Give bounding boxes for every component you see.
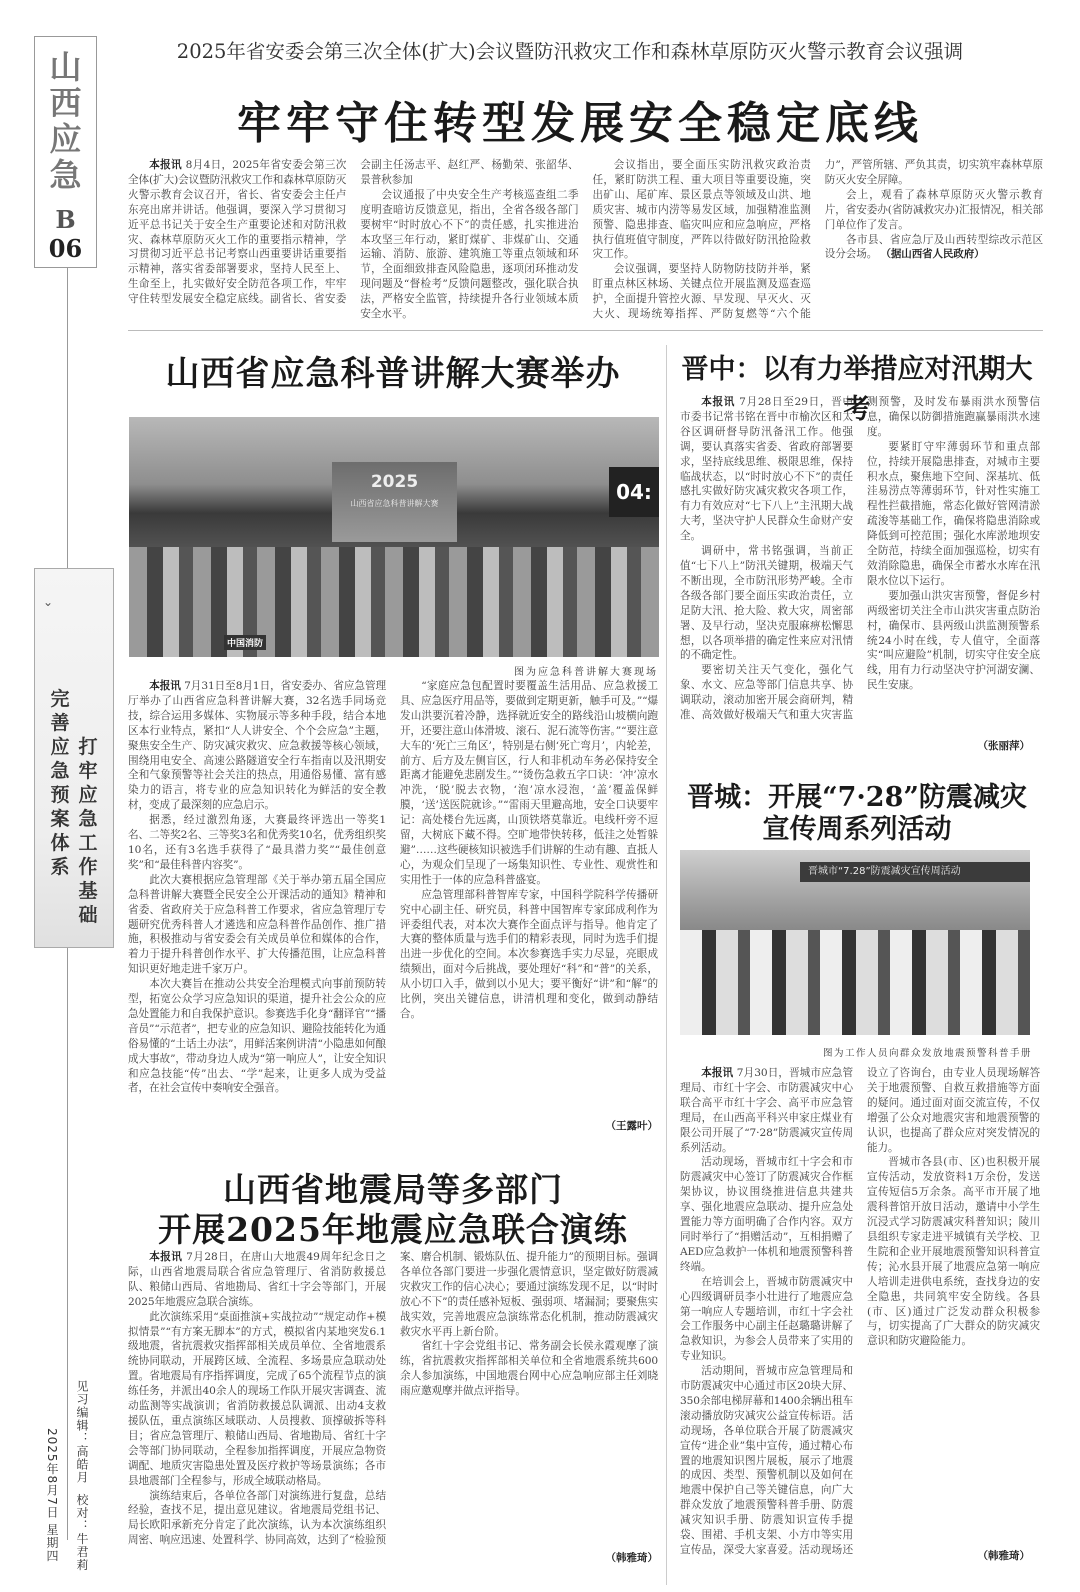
article5-body: 本报讯 7月28日，在唐山大地震49周年纪念日之际，山西省地震局联合省应急管理厅、省消防救援总队、粮储山西局、省地勘局、省红十字会等部门，开展2025年地震应急联合演练。 此次演练采用“桌面推演+实战拉动”“规定动作+模拟情景”“有方案无脚本”的方式，模拟省内某地突发6.1级地震，省抗震救灾指挥部相关成员单位、全省地震系统协同联动，开展跨区域、全流程、多场景应急联动处置。省地震局有序指挥调度，完成了65个流程节点的演练任务，并派出40余人的现场工作队开展灾害调查、流动监测等实战演训；省消防救援总队调派、出动4支救援队伍，重点演练区域联动、人员搜救、顶撑破拆等科目；省应急管理厅、粮储山西局、省地勘局、省红十字会等部门协同联动，全程参加指挥调度，开展应急物资调配、地质灾害隐患处置及医疗救护等场景演练；各市县地震部门全程参与，形成全域联动格局。 演练结束后，各单位各部门对演练进行复盘，总结经验，查找不足，提出意见建议。省地震局党组书记、局长欧阳承新充分肯定了此次演练，认为本次演练组织周密、响应迅速、处置科学、协同高效，达到了“检验预案、磨合机制、锻炼队伍、提升能力”的预期目标。强调各单位各部门要进一步强化震情意识，坚定做好防震减灾救灾工作的信心决心；要通过演练发现不足，以“时时放心不下”的责任感补短板、强弱项、堵漏洞；要聚焦实战实效，完善地震应急演练常态化机制，推动防震减灾救灾水平再上新台阶。 省红十字会党组书记、常务副会长侯永霞观摩了演练，省抗震救灾指挥部相关单位和全省地震系统共600余人参加演练，中国地震台网中心应急响应部主任刘晓雨应邀观摩并做点评指导。 [128, 1251, 658, 1547]
article3-body: 本报讯 7月28日至29日，晋中市委书记常书铭在晋中市榆次区和太谷区调研督导防汛备汛工作。他强调，要认真落实省委、省政府部署要求，坚持底线思维、极限思维，保持临战状态，以“时时放心不下”的责任感扎实做好防灾减灾救灾各项工作，有力有效应对“七下八上”主汛期大战大考，坚决守护人民群众生命财产安全。 调研中，常书铭强调，当前正值“七下八上”防汛关键期，极端天气不断出现，全市防汛形势严峻。全市各级各部门要全面压实政治责任，立足防大汛、抢大险、救大灾，周密部署、及早行动，坚决克服麻痹松懈思想，以各项举措的确定性来应对汛情的不确定性。 要密切关注天气变化，强化气象、水文、应急等部门信息共享、协调联动，滚动加密开展会商研判，精准、高效做好极端天气和重大灾害监测预警，及时发布暴雨洪水预警信息，确保以防御措施跑赢暴雨洪水速度。 要紧盯守牢薄弱环节和重点部位，持续开展隐患排查，对城市主要积水点，聚焦地下空间、深基坑、低洼易涝点等薄弱环节，针对性实施工程性拦截措施，常态化做好管网清淤疏浚等基础工作，确保将隐患消除或降低到可控范围；强化水库淤地坝安全防范，持续全面加强巡检，切实有效消除隐患，确保全市蓄水水库在汛限水位以下运行。 要加强山洪灾害预警，督促乡村两级密切关注全市山洪灾害重点防治村，确保市、县两级山洪监测预警系统24小时在线，专人值守，全面落实“叫应避险”机制，切实守住安全底线，用有力行动坚决守护河湖安澜、民生安康。 [680, 396, 1040, 722]
article1-kicker: 2025年省安委会第三次全体(扩大)会议暨防汛救灾工作和森林草原防灭火警示教育会议强调 [176, 40, 964, 63]
article2-photo [129, 417, 659, 657]
article5-byline: （韩雅琦） [605, 1552, 658, 1564]
article4-photo [680, 850, 1030, 1035]
article3-byline: （张丽萍） [977, 740, 1030, 752]
article3-headline: 晋中：以有力举措应对汛期大考 [681, 354, 1033, 425]
article2-body: 本报讯 7月31日至8月1日，省安委办、省应急管理厅举办了山西省应急科普讲解大赛，32名选手同场竞技，综合运用多媒体、实物展示等多种手段，结合本地区本行业特点，紧扣“人人讲安全、个个会应急”主题，聚焦安全生产、防灾减灾救灾、应急救援等核心领域，围绕用电安全、高速公路隧道安全行车指南以及汛期安全和气象预警等社会关注的热点，用通俗易懂、富有感染力的语言，将专业的应急知识转化为鲜活的安全教材，变成了最深刻的应急启示。 据悉，经过激烈角逐，大赛最终评选出一等奖1名、二等奖2名、三等奖3名和优秀奖10名，优秀组织奖10名，还有3名选手获得了“最具潜力奖”“最佳创意奖”和“最佳科普内容奖”。 此次大赛根据应急管理部《关于举办第五届全国应急科普讲解大赛暨全民安全公开课活动的通知》精神和省委、省政府关于应急科普工作要求，省应急管理厅专题研究优秀科普人才遴选和应急科普作品创作、推广措施，积极推动与省安委会有关成员单位和媒体的合作，着力于提升科普创作水平、扩大传播范围，让应急科普知识更好地走进千家万户。 本次大赛旨在推动公共安全治理模式向事前预防转型，拓宽公众学习应急知识的渠道，提升社会公众的应急处置能力和自我保护意识。参赛选手化身“翻译官”“播音员”“示范者”，把专业的应急知识、避险技能转化为通俗易懂的“土话土办法”，用鲜活案例讲清“小隐患如何酿成大事故”，带动身边人成为“第一响应人”，让安全知识和应急技能“传”出去、“学”起来，让更多人成为受益者，在社会宣传中奏响安全强音。 “家庭应急包配置时要覆盖生活用品、应急救援工具、应急医疗用品等，要做到定期更新，触手可及。”“爆发山洪要沉着冷静，选择就近安全的路线沿山坡横向跑开，还要注意山体滑坡、滚石、泥石流等伤害。”“要注意大车的‘死亡三角区’，特别是右侧‘死亡弯月’，内轮差，前方、后方及左侧盲区，行人和非机动车务必保持安全距离才能避免悲剧发生。”“烫伤急救五字口诀：‘冲’凉水冲洗，‘脱’脱去衣物，‘泡’凉水浸泡，‘盖’覆盖保鲜膜，‘送’送医院就诊。”“雷雨天里避高地，安全口诀要牢记：高处楼台先远离，山顶铁塔莫靠近。电线杆旁不逗留，大树底下藏不得。空旷地带快转移，低洼之处暂躲避”……这些硬核知识被选手们讲解的生动有趣、直抵人心，为观众们呈现了一场集知识性、专业性、观赏性和实用性于一体的应急科普盛宴。 应急管理部科普智库专家，中国科学院科学传播研究中心副主任、研究员，科普中国智库专家邱成利作为评委组代表，对本次大赛作全面点评与指导。他肯定了大赛的整体质量与选手们的精彩表现，同时为选手们提出进一步优化的空间。本次参赛选手实力尽显，亮眼成绩频出，面对今后挑战，要处理好“科”和“普”的关系，从小切口入手，做到以小见大；要平衡好“讲”和“解”的比例，突出关键信息，讲清机理和变化，做到动静结合。 [128, 680, 658, 1095]
event-banner: 晋城市“7.28”防震减灾宣传周活动 [800, 862, 1030, 882]
masthead-rule [67, 268, 68, 568]
article2-photo-caption: 图为应急科普讲解大赛现场 [514, 667, 658, 678]
article1-source: （据山西省人民政府） [880, 248, 985, 261]
column-divider [666, 345, 667, 1585]
footer-editor: 见习编辑：高皓月 校对：牛君莉 [75, 1380, 89, 1572]
stage-screen: 2025 山西省应急科普讲解大赛 [332, 462, 457, 542]
timer-screen: 04: [609, 467, 659, 517]
vest-label: 中国消防 [224, 635, 266, 650]
page-letter: B [55, 205, 76, 234]
slogan-col2: 打 牢 应 急 工 作 基 础 [78, 736, 98, 926]
article5-headline: 山西省地震局等多部门 开展2025年地震应急联合演练 [158, 1170, 628, 1249]
audience-rows [129, 547, 659, 657]
article2-byline: （王露叶） [605, 1120, 658, 1132]
article4-photo-caption: 图为工作人员向群众发放地震预警科普手册 [822, 1048, 1032, 1059]
article2-headline: 山西省应急科普讲解大赛举办 [165, 354, 621, 394]
section-masthead [34, 36, 97, 268]
article4-headline: 晋城：开展“7·28”防震减灾 宣传周系列活动 [687, 782, 1027, 845]
page-number: 06 [48, 234, 83, 263]
section-name: 山 西 应 急 [49, 48, 82, 194]
footer-date: 2025年8月7日 星期四 [45, 1428, 59, 1563]
banner-rule [67, 948, 68, 1348]
bird-icon: ⌄ [43, 595, 54, 609]
divider [128, 330, 1043, 331]
footer-rule [67, 1340, 68, 1540]
slogan-banner [34, 568, 114, 948]
article1-headline: 牢牢守住转型发展安全稳定底线 [237, 98, 923, 149]
crowd [680, 930, 1030, 1035]
article4-byline: （韩雅琦） [977, 1550, 1030, 1562]
article1-body: 本报讯 8月4日，2025年省安委会第三次全体(扩大)会议暨防汛救灾工作和森林草原防灭火警示教育会议召开，省长、省安委会主任卢东亮出席并讲话。他强调，要深入学习贯彻习近平总书记关于安全生产重要论述和对防汛救灾、森林草原防灭火工作的重要指示精神，学习贯彻习近平总书记考察山西重要讲话重要指示精神，落实省委部署要求，坚持人民至上、生命至上，扎实做好安全防范各项工作，牢牢守住转型发展安全稳定底线。副省长、省安委会副主任汤志平、赵红严、杨勤荣、张韶华、景普秋参加 会议通报了中央安全生产考核巡查组二季度明查暗访反馈意见，指出，全省各级各部门要树牢“时时放心不下”的责任感，扎实推进治本攻坚三年行动，紧盯煤矿、非煤矿山、交通运输、消防、旅游、建筑施工等重点领域和环节，全面细致排查风险隐患，逐项闭环推动发现问题及“督检考”反馈问题整改，强化联合执法，严格安全监管，持续提升各行业领域本质安全水平。 会议指出，要全面压实防汛救灾政治责任，紧盯防洪工程、重大项目等重要设施，突出矿山、尾矿库、景区景点等领域及山洪、地质灾害、城市内涝等易发区域，加强精准监测预警、隐患排查、临灾叫应和应急响应，严格执行值班值守制度，严阵以待做好防汛抢险救灾工作。 会议强调，要坚持人防物防技防并举，紧盯重点林区林场、关键点位开展监测及巡查巡护，全面提升管控火源、早发现、早灭火、灭大火、现场统筹指挥、严防复燃等“六个能力”，严管所辖、严负其责，切实筑牢森林草原防灭火安全屏障。 会上，观看了森林草原防灭火警示教育片，省安委办(省防减救灾办)汇报情况，相关部门单位作了发言。 各市县、省应急厅及山西转型综改示范区设分会场。 （据山西省人民政府） [128, 159, 1043, 321]
article4-body: 本报讯 7月30日，晋城市应急管理局、市红十字会、市防震减灾中心联合高平市红十字会、高平市应急管理局，在山西高平科兴申家庄煤业有限公司开展了“7·28”防震减灾宣传周系列活动。 活动现场，晋城市红十字会和市防震减灾中心签订了防震减灾合作框架协议，协议围绕推进信息共建共享、强化地震应急联动、提升应急处置能力等方面明确了合作内容。双方同时举行了“捐赠活动”，互相捐赠了AED应急救护一体机和地震预警科普终端。 在培训会上，晋城市防震减灾中心四级调研员李小壮进行了地震应急第一响应人专题培训，市红十字会社会工作服务中心副主任赵璐璐讲解了急救知识，为参会人员带来了实用的专业知识。 活动期间，晋城市应急管理局和市防震减灾中心通过市区20块大屏、350余部电梯屏幕和1400余辆出租车滚动播放防灾减灾公益宣传标语。活动现场，各单位联合开展了防震减灾宣传“进企业”集中宣传，通过精心布置的地震知识图片展板，展示了地震的成因、类型、预警机制以及如何在地震中保护自己等关键信息，向广大群众发放了地震预警科普手册、防震减灾知识手册、防震知识宣传手提袋、围裙、手机支架、小方巾等实用宣传品，深受大家喜爱。活动现场还设立了咨询台，由专业人员现场解答关于地震预警、自救互救措施等方面的疑问。通过面对面交流宣传，不仅增强了公众对地震灾害和地震预警的认识，也提高了群众应对突发情况的能力。 晋城市各县(市、区)也积极开展宣传活动，发放资料1万余份，发送宣传短信5万余条。高平市开展了地震科普馆开放日活动，邀请中小学生沉浸式学习防震减灾科普知识；陵川县组织专家走进平城镇有关学校、卫生院和企业开展地震预警知识科普宣传；沁水县开展了地震应急第一响应人培训走进供电系统，查找身边的安全隐患，共同筑牢安全防线。各县(市、区)通过广泛发动群众积极参与，切实提高了广大群众的防灾减灾意识和防灾避险能力。 [680, 1067, 1040, 1556]
slogan-col1: 完 善 应 急 预 案 体 系 [50, 688, 70, 878]
